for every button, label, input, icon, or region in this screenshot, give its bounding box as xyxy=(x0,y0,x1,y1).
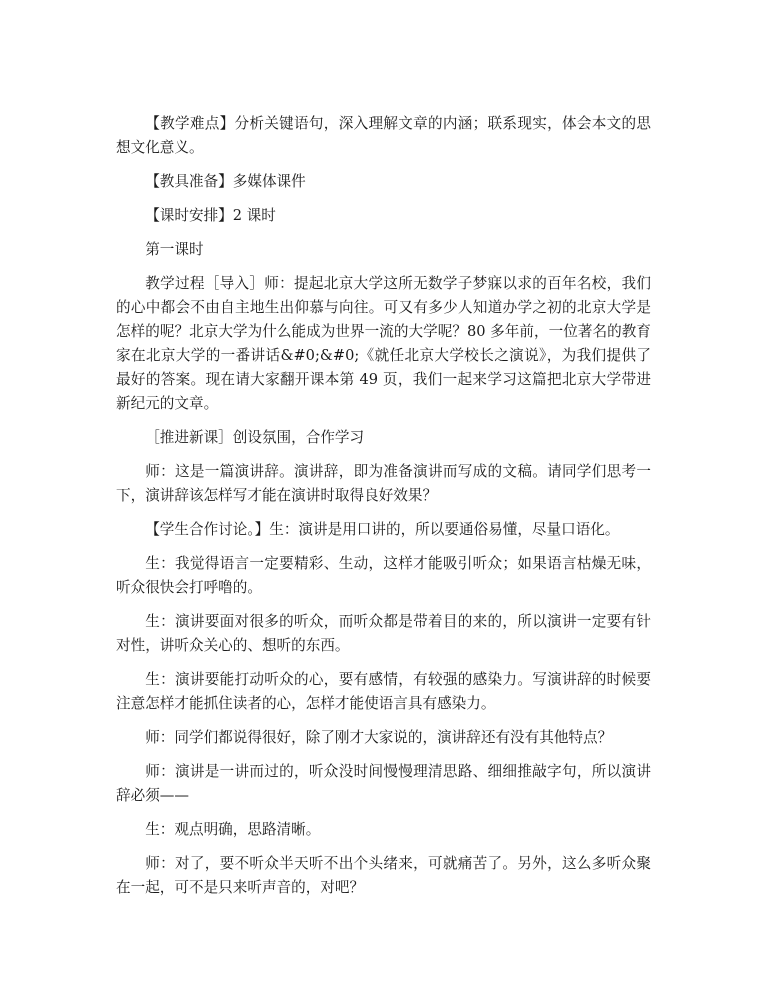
paragraph-teacher-question: 师：这是一篇演讲辞。演讲辞，即为准备演讲而写成的文稿。请同学们思考一下，演讲辞该怎样写才能在演讲时取得良好效果？ xyxy=(116,463,651,504)
paragraph-first-lesson: 第一课时 xyxy=(145,241,204,258)
paragraph-teaching-difficulty: 【教学难点】分析关键语句，深入理解文章的内涵；联系现实，体会本文的思想文化意义。 xyxy=(116,115,651,156)
paragraph-student-emotion: 生：演讲要能打动听众的心，要有感情，有较强的感染力。写演讲辞的时候要注意怎样才能抓住读者的心，怎样才能使语言具有感染力。 xyxy=(116,671,651,712)
paragraph-introduction: 教学过程［导入］师：提起北京大学这所无数学子梦寐以求的百年名校，我们的心中都会不由自主地生出仰慕与向往。可又有多少人知道办学之初的北京大学是怎样的呢？北京大学为什么能成为世界一流的大学呢？80 多年前，一位著名的教育家在北京大学的一番讲话&#0;&#0;《就任北京大学校长之演说》，为我们提供了最好的答案。现在请大家翻开课本第 49 页，我们一起来学习这篇把北京大学带进新纪元的文章。 xyxy=(116,275,651,412)
paragraph-class-schedule: 【课时安排】2 课时 xyxy=(145,207,276,224)
paragraph-teacher-must: 师：演讲是一讲而过的，听众没时间慢慢理清思路、细细推敲字句，所以演讲辞必须—— xyxy=(116,763,651,804)
document-body xyxy=(116,112,651,910)
paragraph-student-audience: 生：演讲要面对很多的听众，而听众都是带着目的来的，所以演讲一定要有针对性，讲听众关心的、想听的东西。 xyxy=(116,613,651,654)
paragraph-student-clear-view: 生：观点明确，思路清晰。 xyxy=(145,821,321,838)
paragraph-student-discussion: 【学生合作讨论。】生：演讲是用口讲的，所以要通俗易懂，尽量口语化。 xyxy=(145,521,620,538)
paragraph-new-lesson: ［推进新课］创设氛围，合作学习 xyxy=(145,429,365,446)
paragraph-teacher-other-features: 师：同学们都说得很好，除了刚才大家说的，演讲辞还有没有其他特点？ xyxy=(145,729,613,746)
paragraph-teaching-tools: 【教具准备】多媒体课件 xyxy=(145,173,306,190)
paragraph-teacher-conclusion: 师：对了，要不听众半天听不出个头绪来，可就痛苦了。另外，这么多听众聚在一起，可不是只来听声音的，对吧？ xyxy=(116,855,651,896)
paragraph-student-language: 生：我觉得语言一定要精彩、生动，这样才能吸引听众；如果语言枯燥无味，听众很快会打呼噜的。 xyxy=(116,555,651,596)
